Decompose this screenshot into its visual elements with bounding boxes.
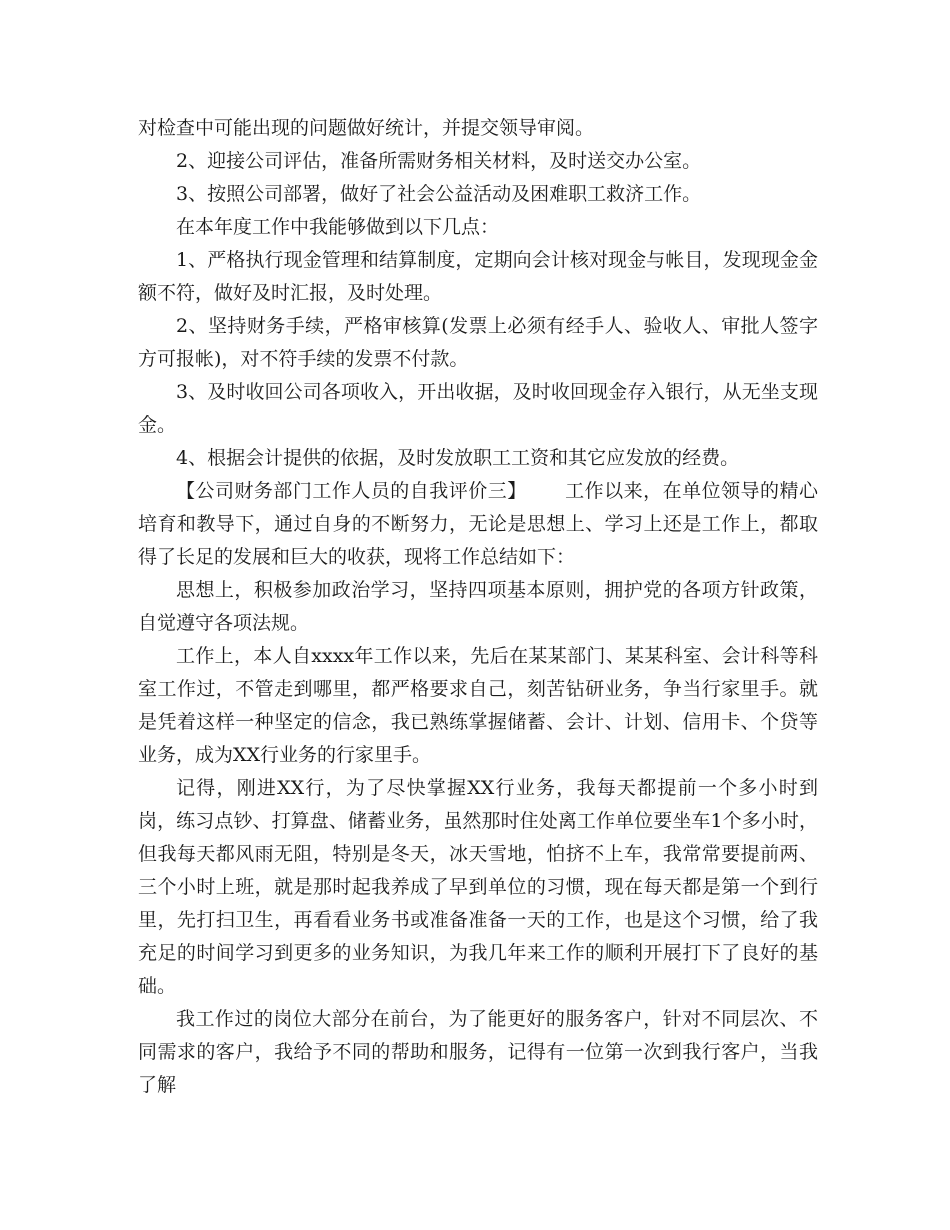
paragraph: 2、坚持财务手续，严格审核算(发票上必须有经手人、验收人、审批人签字方可报帐)，对不符手续的发票不付款。 (138, 315, 818, 370)
paragraph: 3、及时收回公司各项收入，开出收据，及时收回现金存入银行，从无坐支现金。 (138, 381, 818, 436)
paragraph: 工作上，本人自xxxx年工作以来，先后在某某部门、某某科室、会计科等科室工作过，不管走到哪里，都严格要求自己，刻苦钻研业务，争当行家里手。就是凭着这样一种坚定的信念，我已熟练掌握储蓄、会计、计划、信用卡、个贷等业务，成为XX行业务的行家里手。 (138, 645, 818, 766)
paragraph: 在本年度工作中我能够做到以下几点： (176, 216, 500, 238)
paragraph: 思想上，积极参加政治学习，坚持四项基本原则，拥护党的各项方针政策，自觉遵守各项法规。 (138, 579, 818, 634)
section-lead: 工作以来，在单位领导的精心培育和教导下，通过自身的不断努力，无论是思想上、学习上还是工作上，都取得了长足的发展和巨大的收获，现将工作总结如下： (138, 480, 818, 568)
paragraph: 2、迎接公司评估，准备所需财务相关材料，及时送交办公室。 (176, 150, 702, 172)
paragraph: 记得，刚进XX行，为了尽快掌握XX行业务，我每天都提前一个多小时到岗，练习点钞、打算盘、储蓄业务，虽然那时住处离工作单位要坐车1个多小时，但我每天都风雨无阻，特别是冬天，冰天雪地，怕挤不上车，我常常要提前两、三个小时上班，就是那时起我养成了早到单位的习惯，现在每天都是第一个到行里，先打扫卫生，再看看业务书或准备准备一天的工作，也是这个习惯，给了我充足的时间学习到更多的业务知识，为我几年来工作的顺利开展打下了良好的基础。 (138, 777, 818, 997)
paragraph: 1、严格执行现金管理和结算制度，定期向会计核对现金与帐目，发现现金金额不符，做好及时汇报，及时处理。 (138, 249, 818, 304)
document-body (138, 112, 818, 1102)
paragraph: 4、根据会计提供的依据，及时发放职工工资和其它应发放的经费。 (176, 447, 740, 469)
section-heading: 【公司财务部门工作人员的自我评价三】 (176, 480, 527, 502)
section-paragraph (138, 475, 818, 574)
paragraph: 对检查中可能出现的问题做好统计，并提交领导审阅。 (138, 117, 595, 139)
paragraph: 3、按照公司部署，做好了社会公益活动及困难职工救济工作。 (176, 183, 702, 205)
paragraph: 我工作过的岗位大部分在前台，为了能更好的服务客户，针对不同层次、不同需求的客户，我给予不同的帮助和服务，记得有一位第一次到我行客户，当我了解 (138, 1008, 818, 1096)
